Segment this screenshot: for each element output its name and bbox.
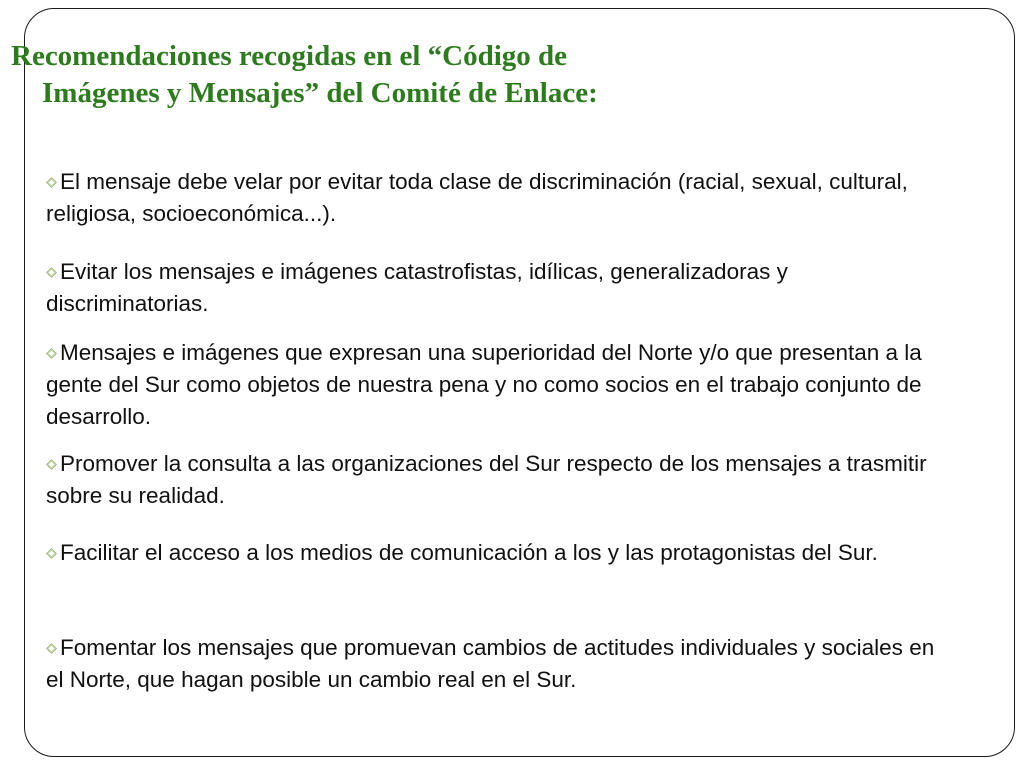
bullet-item [46, 337, 946, 433]
bullet-item [46, 448, 946, 512]
diamond-bullet-icon [46, 177, 57, 188]
bullet-text: Mensajes e imágenes que expresan una superioridad del Norte y/o que presentan a la gente del Sur como objetos de nuestra pena y no como socios en el trabajo conjunto de desarrollo. [46, 340, 922, 429]
diamond-bullet-icon [46, 348, 57, 359]
slide-title [11, 38, 831, 112]
bullet-item [46, 537, 946, 569]
title-line-1: Recomendaciones recogidas en el “Código de [11, 40, 568, 72]
bullet-text: Promover la consulta a las organizaciones del Sur respecto de los mensajes a trasmitir sobre su realidad. [46, 451, 927, 508]
diamond-bullet-icon [46, 267, 57, 278]
diamond-bullet-icon [46, 643, 57, 654]
bullet-text: Fomentar los mensajes que promuevan cambios de actitudes individuales y sociales en el Norte, que hagan posible un cambio real en el Sur. [46, 635, 935, 692]
bullet-item [46, 632, 946, 696]
diamond-bullet-icon [46, 548, 57, 559]
bullet-text: Facilitar el acceso a los medios de comunicación a los y las protagonistas del Sur. [60, 540, 878, 565]
bullet-item [46, 166, 946, 230]
diamond-bullet-icon [46, 459, 57, 470]
bullet-text: Evitar los mensajes e imágenes catastrofistas, idílicas, generalizadoras y discriminatorias. [46, 259, 788, 316]
bullet-item [46, 256, 946, 320]
bullet-text: El mensaje debe velar por evitar toda clase de discriminación (racial, sexual, cultural, religiosa, socioeconómica...). [46, 169, 908, 226]
title-line-2: Imágenes y Mensajes” del Comité de Enlace: [42, 77, 598, 109]
